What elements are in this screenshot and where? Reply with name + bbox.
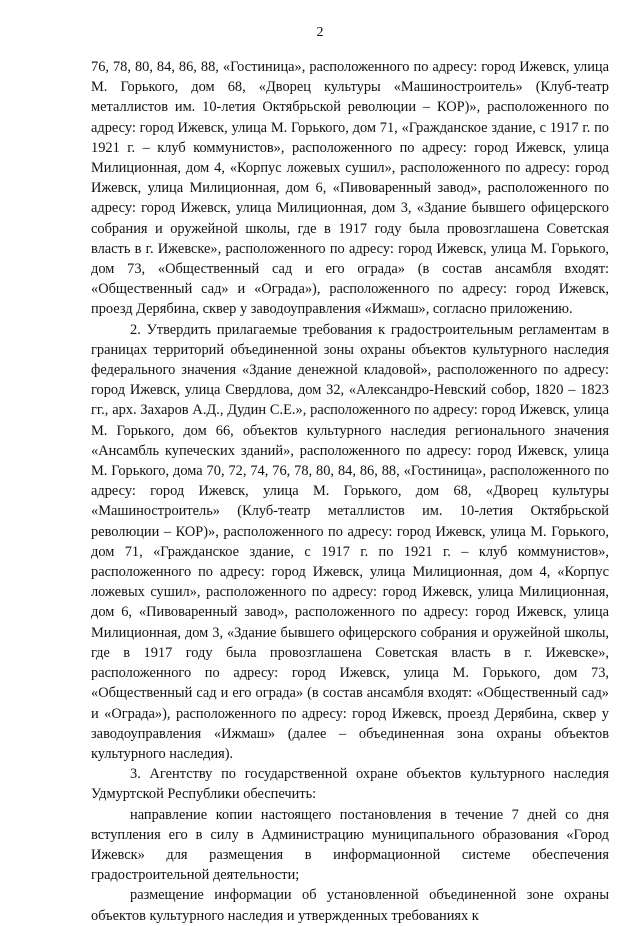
document-body [91,57,609,926]
page-number: 2 [316,25,324,40]
paragraph-subitem-info: размещение информации об установленной объединенной зоне охраны объектов культурного наследия и утвержденных требованиях к [91,887,609,924]
paragraph-continuation: 76, 78, 80, 84, 86, 88, «Гостиница», расположенного по адресу: город Ижевск, улица М. Горького, дом 68, «Дворец культуры «Машиностроитель» (Клуб-театр металлистов им. 10-летия Октябрьской революции – КОР)», расположенного по адресу: город Ижевск, улица М. Горького, дом 71, «Гражданское здание, с 1917 г. по 1921 г. – клуб коммунистов», расположенного по адресу: город Ижевск, улица Милиционная, дом 4, «Корпус ложевых сушил», расположенного по адресу: город Ижевск, улица Милиционная, дом 6, «Пивоваренный завод», расположенного по адресу: город Ижевск, улица Милиционная, дом 3, «Здание бывшего офицерского собрания и оружейной школы, где в 1917 году была провозглашена Советская власть в г. Ижевске», расположенного по адресу: город Ижевск, улица М. Горького, дом 73, «Общественный сад и его ограда» (в состав ансамбля входят: «Общественный сад» и «Ограда»), расположенного по адресу: город Ижевск, проезд Дерябина, сквер у заводоуправления «Ижмаш», согласно приложению. [91,59,609,318]
paragraph-item-3: 3. Агентству по государственной охране объектов культурного наследия Удмуртской Республики обеспечить: [91,766,609,803]
paragraph-item-2: 2. Утвердить прилагаемые требования к градостроительным регламентам в границах территорий объединенной зоны охраны объектов культурного наследия федерального значения «Здание денежной кладовой», расположенного по адресу: город Ижевск, улица Свердлова, дом 32, «Александро-Невский собор, 1820 – 1823 гг., арх. Захаров А.Д., Дудин С.Е.», расположенного по адресу: город Ижевск, улица М. Горького, дом 66, объектов культурного наследия регионального значения «Ансамбль купеческих зданий», расположенного по адресу: город Ижевск, улица М. Горького, дома 70, 72, 74, 76, 78, 80, 84, 86, 88, «Гостиница», расположенного по адресу: город Ижевск, улица М. Горького, дом 68, «Дворец культуры «Машиностроитель» (Клуб-театр металлистов им. 10-летия Октябрьской революции – КОР)», расположенного по адресу: город Ижевск, улица М. Горького, дом 71, «Гражданское здание, с 1917 г. по 1921 г. – клуб коммунистов», расположенного по адресу: город Ижевск, улица Милиционная, дом 4, «Корпус ложевых сушил», расположенного по адресу: город Ижевск, улица Милиционная, дом 6, «Пивоваренный завод», расположенного по адресу: город Ижевск, улица Милиционная, дом 3, «Здание бывшего офицерского собрания и оружейной школы, где в 1917 году была провозглашена Советская власть в г. Ижевске», расположенного по адресу: город Ижевск, улица М. Горького, дом 73, «Общественный сад и его ограда» (в состав ансамбля входят: «Общественный сад» и «Ограда»), расположенного по адресу: город Ижевск, проезд Дерябина, сквер у заводоуправления «Ижмаш» (далее – объединенная зона охраны объектов культурного наследия). [91,321,609,762]
paragraph-subitem-copy: направление копии настоящего постановления в течение 7 дней со дня вступления его в силу в Администрацию муниципального образования «Город Ижевск» для размещения в информационной системе обеспечения градостроительной деятельности; [91,806,609,884]
